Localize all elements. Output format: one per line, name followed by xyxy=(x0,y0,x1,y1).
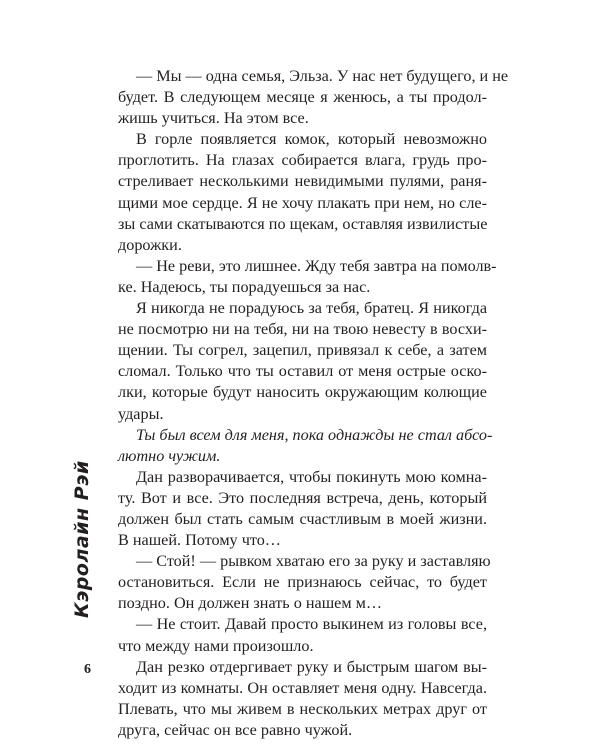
text-line: — Не реви, это лишнее. Жду тебя завтра на помолв- xyxy=(136,256,497,275)
text-line: В горле появляется комок, который невозможно xyxy=(136,130,487,149)
text-line: Плевать, что мы живем в нескольких метрах друг от xyxy=(118,699,487,718)
text-line: Дан резко отдергивает руку и быстрым шагом вы- xyxy=(136,657,487,676)
text-line: сломал. Только что ты оставил от меня острые оско- xyxy=(118,362,487,381)
text-line: Дан разворачивается, чтобы покинуть мою комна- xyxy=(136,467,487,486)
body-text xyxy=(118,66,509,741)
text-line: должен был стать самым счастливым в моей жизни. xyxy=(118,509,487,528)
text-line: ходит из комнаты. Он оставляет меня одну. Навсегда. xyxy=(118,678,487,697)
text-line: лки, которые будут наносить окружающим колющие xyxy=(118,383,487,402)
text-line: проглотить. На глазах собирается влага, грудь про- xyxy=(118,151,487,170)
text-line: — Мы — одна семья, Эльза. У нас нет будущего, и не xyxy=(136,67,509,85)
text-line: остановиться. Если не признаюсь сейчас, то будет xyxy=(118,573,487,592)
author-name: Кэролайн Рэй xyxy=(71,460,93,618)
text-line: друга, сейчас он все равно чужой. xyxy=(118,720,353,739)
text-line: не посмотрю ни на тебя, ни на твою невесту в восхи- xyxy=(118,320,487,339)
page-number: 6 xyxy=(84,662,91,677)
text-line: Я никогда не порадуюсь за тебя, братец. Я никогда xyxy=(136,299,487,318)
text-line-italic: Ты был всем для меня, пока однажды не стал абсо- xyxy=(136,425,493,444)
text-line: В нашей. Потому что… xyxy=(118,531,281,550)
text-line: — Не стоит. Давай просто выкинем из головы все, xyxy=(136,615,487,634)
text-line: будет. В следующем месяце я женюсь, а ты продол- xyxy=(118,88,487,107)
text-line: стреливает несколькими невидимыми пулями, раня- xyxy=(118,172,487,191)
text-line: щими мое сердце. Я не хочу плакать при нем, но сле- xyxy=(118,193,487,212)
text-line: — Стой! — рывком хватаю его за руку и заставляю xyxy=(136,552,491,571)
text-line: зы сами скатываются по щекам, оставляя извилистые xyxy=(118,214,488,233)
text-line: щении. Ты согрел, зацепил, привязал к себе, а затем xyxy=(118,341,487,360)
text-line: ту. Вот и все. Это последняя встреча, день, который xyxy=(118,488,487,507)
text-line: что между нами произошло. xyxy=(118,636,314,655)
text-line: дорожки. xyxy=(118,235,182,254)
text-line: ке. Надеюсь, ты порадуешься за нас. xyxy=(118,277,371,296)
running-head-author xyxy=(71,460,111,658)
text-line-italic: лютно чужим. xyxy=(118,446,221,465)
text-line: поздно. Он должен знать о нашем м… xyxy=(118,594,383,613)
text-line: жишь учиться. На этом все. xyxy=(118,109,309,128)
text-line: удары. xyxy=(118,404,164,423)
